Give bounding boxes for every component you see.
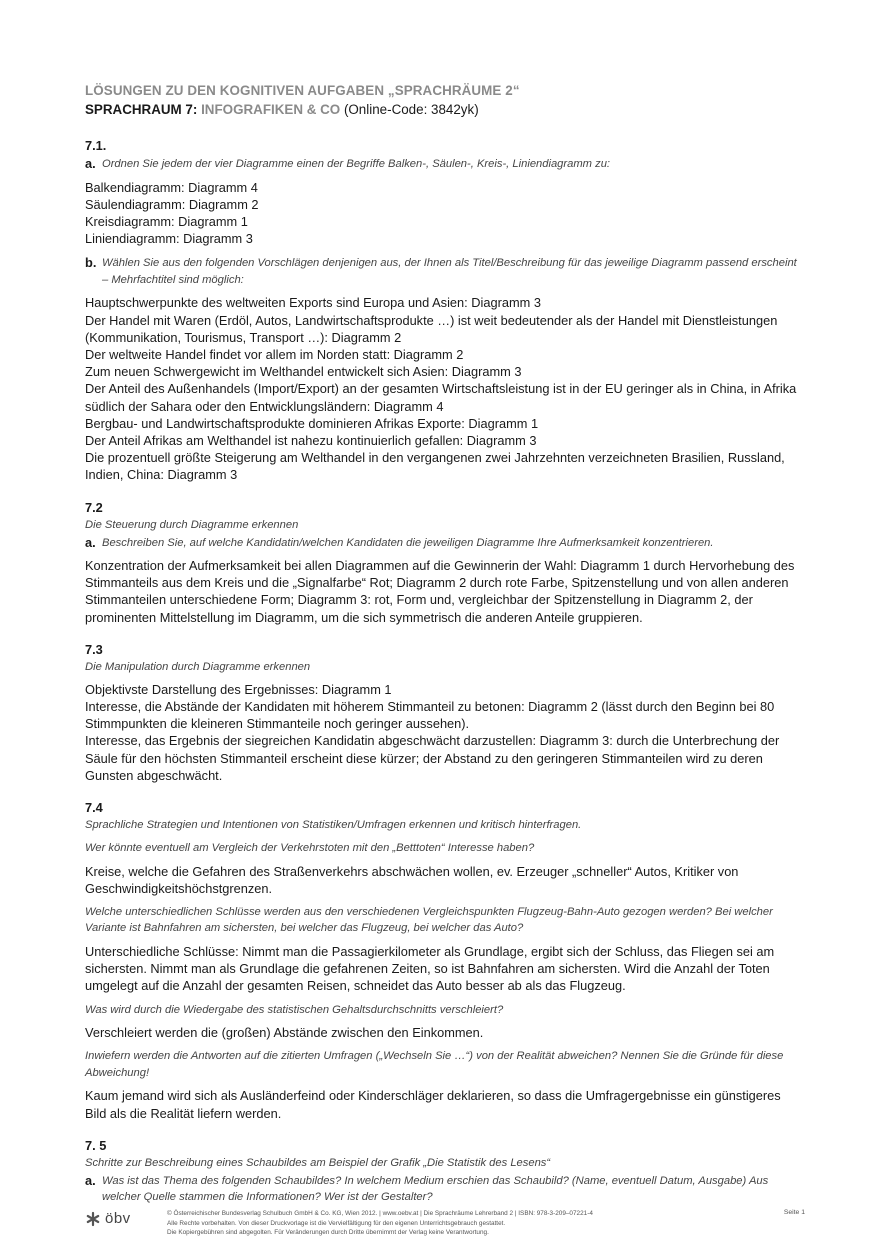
answer-text: Interesse, das Ergebnis der siegreichen Kandidatin abgeschwächt darzustellen: Diagramm 3: durch die Unterbrechung der Säule für den höchsten Stimmanteil erscheint diese kürzer; der Abstand zu den geringeren Stimmanteilen wird zu deren Gunsten abgeschwächt. [85, 733, 780, 783]
answer-3: Verschleiert werden die (großen) Abstände zwischen den Einkommen. [85, 1025, 484, 1041]
publisher-logo [85, 1210, 131, 1227]
section-subtitle: Die Manipulation durch Diagramme erkennen [85, 660, 311, 673]
answers-7-3 [85, 681, 805, 784]
section-7-5-heading: 7. 5 [85, 1137, 107, 1153]
list-item: Hauptschwerpunkte des weltweiten Exports sind Europa und Asien: Diagramm 3 [85, 295, 541, 311]
page-content [85, 82, 805, 1206]
task-label: a. [85, 534, 96, 550]
online-code: (Online-Code: 3842yk) [343, 102, 479, 117]
task-7-2-a [85, 535, 805, 552]
page-footer [85, 1208, 805, 1248]
section-subtitle: Sprachliche Strategien und Intentionen von Statistiken/Umfragen erkennen und kritisch hinterfragen. [85, 819, 582, 832]
answer-text: Objektivste Darstellung des Ergebnisses: Diagramm 1 [85, 681, 392, 697]
section-subtitle: Schritte zur Beschreibung eines Schaubildes am Beispiel der Grafik „Die Statistik des Lesens“ [85, 1156, 551, 1169]
document-header: LÖSUNGEN ZU DEN KOGNITIVEN AUFGABEN „SPRACHRÄUME 2“ [85, 83, 520, 98]
list-item: Liniendiagramm: Diagramm 3 [85, 231, 253, 247]
answer-text: Interesse, die Abstände der Kandidaten mit höherem Stimmanteil zu betonen: Diagramm 2 (lässt durch den Beginn bei 80 Stimmpunkten die kleineren Stimmanteile noch geringer aussehen). [85, 699, 775, 732]
asterisk-icon [85, 1211, 101, 1227]
answer-4: Kaum jemand wird sich als Ausländerfeind oder Kinderschläger deklarieren, so dass die Umfragergebnisse ein günstigeres Bild als die Realität liefern werden. [85, 1088, 781, 1121]
question-3: Was wird durch die Wiedergabe des statistischen Gehaltsdurchschnitts verschleiert? [85, 1003, 504, 1016]
title-topic: INFOGRAFIKEN & CO [201, 102, 341, 117]
section-7-4-heading: 7.4 [85, 800, 103, 816]
title-prefix: SPRACHRAUM 7: [85, 102, 198, 117]
answer-1: Kreise, welche die Gefahren des Straßenverkehrs abschwächen wollen, ev. Erzeuger „schneller“ Autos, Kritiker von Geschwindigkeitshöchstgrenzen. [85, 863, 739, 896]
page-number: Seite 1 [783, 1209, 805, 1216]
list-item: Säulendiagramm: Diagramm 2 [85, 196, 259, 212]
task-text: Wählen Sie aus den folgenden Vorschlägen denjenigen aus, der Ihnen als Titel/Beschreibung für das jeweilige Diagramm passend erscheint – Mehrfachtitel sind möglich: [102, 257, 797, 286]
task-label: b. [85, 255, 97, 271]
question-2: Welche unterschiedlichen Schlüsse werden aus den verschiedenen Vergleichspunkten Flugzeug-Bahn-Auto gezogen werden? Bei welcher Variante ist Bahnfahren am sichersten, bei welcher das Flugzeug, bei welcher das Auto? [85, 905, 773, 935]
list-item: Kreisdiagramm: Diagramm 1 [85, 213, 248, 229]
list-item: Balkendiagramm: Diagramm 4 [85, 179, 258, 195]
task-text: Beschreiben Sie, auf welche Kandidatin/welchen Kandidaten die jeweiligen Diagramme Ihre Aufmerksamkeit konzentrieren. [102, 536, 714, 549]
task-7-1-a [85, 156, 805, 173]
copyright-notice [167, 1209, 707, 1238]
section-7-1-heading: 7.1. [85, 138, 107, 153]
copyright-line: © Österreichischer Bundesverlag Schulbuch GmbH & Co. KG, Wien 2012. | www.oebv.at | Die Sprachräume Lehrerband 2 | ISBN: 978-3-209–07221-4 [167, 1210, 593, 1217]
question-4: Inwiefern werden die Antworten auf die zitierten Umfragen („Wechseln Sie …“) von der Realität abweichen? Nennen Sie die Gründe für diese Abweichung! [85, 1050, 784, 1079]
list-item: Der Anteil Afrikas am Welthandel ist nahezu kontinuierlich gefallen: Diagramm 3 [85, 432, 537, 448]
list-item: Zum neuen Schwergewicht im Welthandel entwickelt sich Asien: Diagramm 3 [85, 364, 522, 380]
answer-7-2 [85, 557, 805, 626]
section-subtitle: Die Steuerung durch Diagramme erkennen [85, 518, 299, 531]
answer-text: Konzentration der Aufmerksamkeit bei allen Diagrammen auf die Gewinnerin der Wahl: Diagramm 1 durch Hervorhebung des Stimmanteils aus dem Kreis und die „Signalfarbe“ Rot; Diagramm 2 durch rote Farbe, Spitzenstellung und von allen anderen Stimmanteilen unterschiedene Form; Diagramm 3: rot, Form und, vergleichbar der Spitzenstellung in Diagramm 2, der prominenten Mittelstellung im Diagramm, um die sich symmetrisch die anderen Anteile gruppieren. [85, 558, 795, 625]
question-1: Wer könnte eventuell am Vergleich der Verkehrstoten mit den „Betttoten“ Interesse haben? [85, 842, 535, 855]
section-7-3-heading: 7.3 [85, 641, 103, 657]
brand-name: öbv [105, 1210, 131, 1227]
task-7-5-a [85, 1173, 805, 1206]
copyright-line: Alle Rechte vorbehalten. Von dieser Druckvorlage ist die Vervielfältigung für den eigenen Unterrichtsgebrauch gestattet. [167, 1219, 506, 1227]
task-7-1-b [85, 255, 805, 288]
list-item: Der weltweite Handel findet vor allem im Norden statt: Diagramm 2 [85, 346, 464, 362]
list-item: Der Handel mit Waren (Erdöl, Autos, Landwirtschaftsprodukte …) ist weit bedeutender als der Handel mit Dienstleistungen (Kommunikation, Tourismus, Transport …): Diagramm 2 [85, 312, 778, 345]
task-text: Was ist das Thema des folgenden Schaubildes? In welchem Medium erschien das Schaubild? (Name, eventuell Datum, Ausgabe) Aus welcher Quelle stammen die Informationen? Wer ist der Gestalter? [102, 1174, 769, 1204]
task-label: a. [85, 1172, 96, 1188]
answer-2: Unterschiedliche Schlüsse: Nimmt man die Passagierkilometer als Grundlage, ergibt sich der Schluss, das Fliegen sei am sichersten. Nimmt man als Grundlage die gefahrenen Zeiten, so ist Bahnfahren am sichersten. Wird die Anzahl der Toten umgelegt auf die Anzahl der gesamten Reisen, schneidet das Auto besser ab als das Flugzeug. [85, 943, 775, 994]
task-text: Ordnen Sie jedem der vier Diagramme einen der Begriffe Balken-, Säulen-, Kreis-, Liniendiagramm zu: [102, 158, 611, 170]
page-title [85, 100, 805, 119]
copyright-line: Die Kopiergebühren sind abgegolten. Für Veränderungen durch Dritte übernimmt der Verlag keine Verantwortung. [167, 1229, 489, 1236]
task-label: a. [85, 156, 96, 171]
answers-7-1-a [85, 179, 805, 248]
list-item: Der Anteil des Außenhandels (Import/Export) an der gesamten Wirtschaftsleistung ist in der EU geringer als in China, in Afrika südlich der Sahara oder den Entwicklungsländern: Diagramm 4 [85, 381, 797, 414]
list-item: Die prozentuell größte Steigerung am Welthandel in den vergangenen zwei Jahrzehnten verzeichneten Brasilien, Russland, Indien, China: Diagramm 3 [85, 450, 785, 483]
list-item: Bergbau- und Landwirtschaftsprodukte dominieren Afrikas Exporte: Diagramm 1 [85, 415, 539, 431]
answers-7-1-b [85, 294, 805, 483]
section-7-2-heading: 7.2 [85, 499, 103, 515]
